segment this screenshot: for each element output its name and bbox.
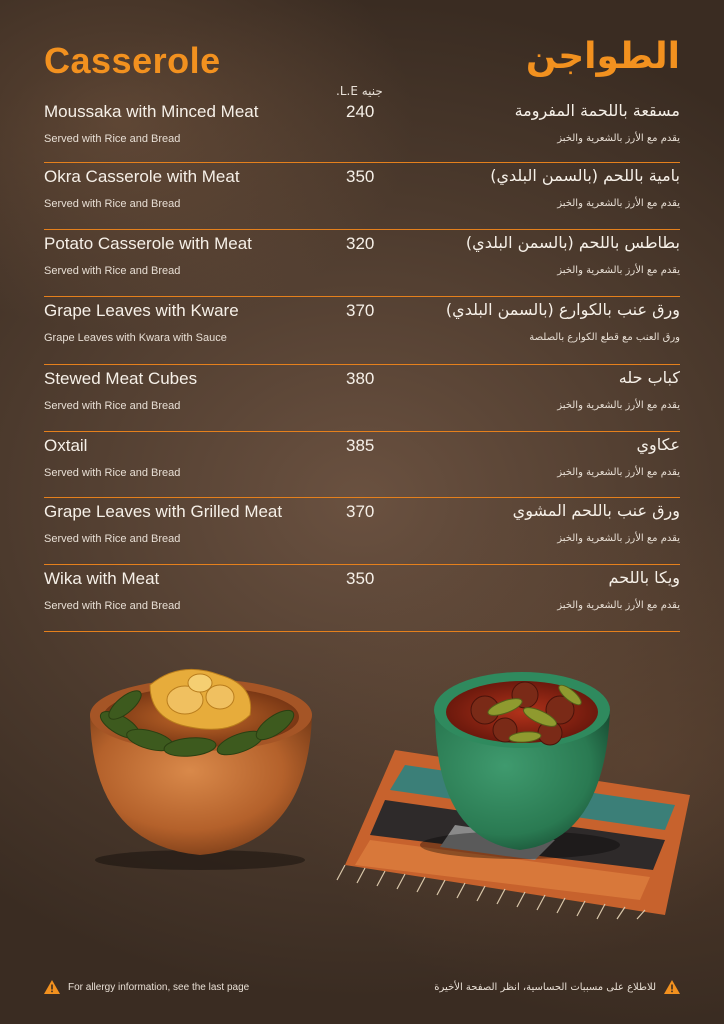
item-price: 370 (346, 301, 375, 320)
item-name-ar: ويكا باللحم (608, 568, 680, 587)
allergy-text-en: For allergy information, see the last page (68, 981, 250, 993)
item-price: 320 (346, 234, 375, 253)
item-name-ar: ورق عنب بالكوارع (بالسمن البلدي) (445, 300, 680, 319)
item-name-en: Stewed Meat Cubes (44, 369, 198, 388)
item-name-ar: كباب حله (618, 368, 680, 387)
okra-casserole-dish-image (335, 655, 705, 920)
item-desc-en: Served with Rice and Bread (44, 600, 181, 612)
item-desc-ar: ورق العنب مع قطع الكوارع بالصلصة (529, 332, 680, 343)
item-desc-ar: يقدم مع الأرز بالشعرية والخبز (557, 400, 680, 411)
item-name-ar: بطاطس باللحم (بالسمن البلدي) (465, 233, 680, 252)
item-name-en: Potato Casserole with Meat (44, 234, 252, 253)
menu-item (44, 163, 680, 230)
page-title-ar: الطواجن (525, 36, 680, 77)
item-desc-en: Served with Rice and Bread (44, 533, 181, 545)
menu-item (44, 432, 680, 498)
item-desc-ar: يقدم مع الأرز بالشعرية والخبز (557, 265, 680, 276)
item-price: 370 (346, 502, 375, 521)
item-name-en: Grape Leaves with Kware (44, 301, 239, 320)
item-name-en: Moussaka with Minced Meat (44, 102, 259, 121)
warning-icon (44, 980, 60, 994)
item-price: 380 (346, 369, 375, 388)
item-desc-ar: يقدم مع الأرز بالشعرية والخبز (557, 533, 680, 544)
menu-list (44, 98, 680, 632)
item-name-ar: مسقعة باللحمة المفرومة (514, 101, 680, 120)
item-name-ar: بامية باللحم (بالسمن البلدي) (490, 166, 680, 185)
allergy-note-ar (434, 980, 680, 994)
item-name-ar: عكاوي (636, 435, 680, 454)
item-desc-en: Served with Rice and Bread (44, 467, 181, 479)
currency-label: جنيه L.E. (336, 84, 383, 98)
item-price: 350 (346, 569, 375, 588)
item-desc-en: Served with Rice and Bread (44, 265, 181, 277)
menu-item (44, 498, 680, 565)
item-desc-en: Served with Rice and Bread (44, 133, 181, 145)
item-price: 240 (346, 102, 375, 121)
grape-leaves-dish-image (80, 655, 320, 870)
allergy-note-en (44, 980, 249, 994)
menu-item (44, 230, 680, 297)
item-desc-ar: يقدم مع الأرز بالشعرية والخبز (557, 600, 680, 611)
item-desc-ar: يقدم مع الأرز بالشعرية والخبز (557, 467, 680, 478)
menu-item (44, 98, 680, 163)
item-name-en: Grape Leaves with Grilled Meat (44, 502, 283, 521)
item-name-en: Oxtail (44, 436, 88, 455)
item-desc-ar: يقدم مع الأرز بالشعرية والخبز (557, 198, 680, 209)
menu-item (44, 365, 680, 432)
item-name-en: Wika with Meat (44, 569, 160, 588)
allergy-text-ar: للاطلاع على مسببات الحساسية، انظر الصفحة الأخيرة (434, 981, 656, 993)
item-desc-en: Grape Leaves with Kwara with Sauce (44, 332, 227, 344)
page-title-en: Casserole (44, 40, 221, 81)
item-desc-en: Served with Rice and Bread (44, 198, 181, 210)
item-desc-en: Served with Rice and Bread (44, 400, 181, 412)
item-price: 385 (346, 436, 375, 455)
item-name-ar: ورق عنب باللحم المشوي (512, 501, 680, 520)
warning-icon (664, 980, 680, 994)
item-name-en: Okra Casserole with Meat (44, 167, 240, 186)
menu-item (44, 297, 680, 365)
menu-item (44, 565, 680, 632)
item-price: 350 (346, 167, 375, 186)
item-desc-ar: يقدم مع الأرز بالشعرية والخبز (557, 133, 680, 144)
